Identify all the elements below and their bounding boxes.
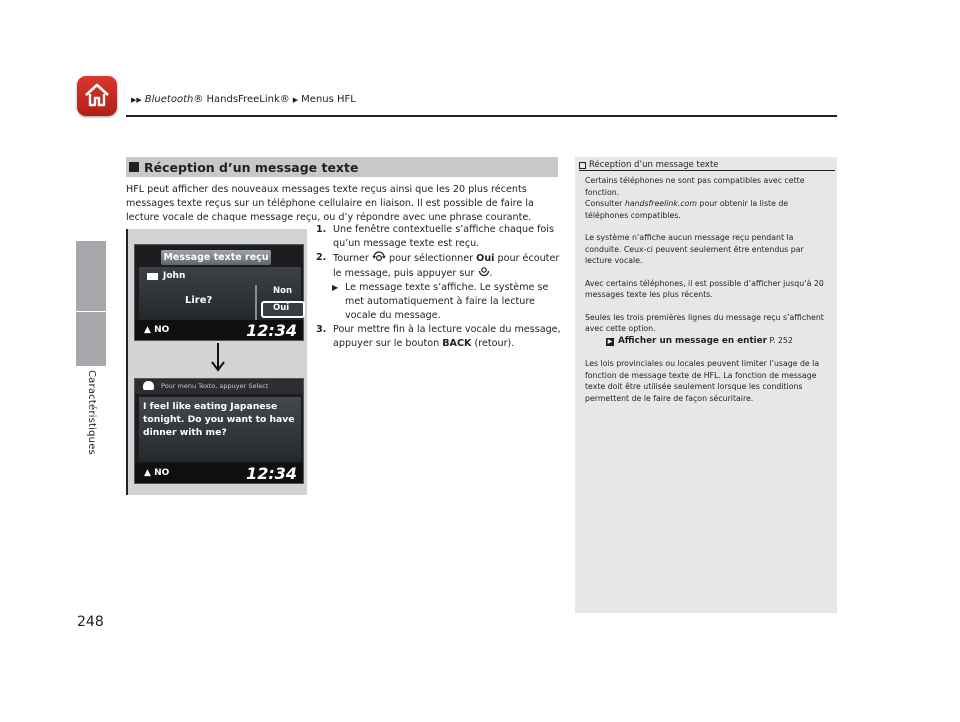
header-rule	[126, 115, 837, 117]
screen-illustration	[126, 229, 307, 495]
side-tab-active[interactable]	[76, 312, 106, 366]
sidebar-title: Réception d’un message texte	[579, 160, 719, 170]
clock: 12:34	[246, 321, 297, 340]
envelope-icon	[147, 273, 158, 280]
sidebar-rule	[579, 170, 835, 171]
intro-paragraph: HFL peut afficher des nouveaux messages texte reçus ainsi que les 20 plus récents messages texte reçus sur un téléphone cellulaire en liaison. Il est possible de faire la lecture vocale de chaque message reçu, ou d’y répondre avec une phrase courante.	[126, 184, 534, 223]
signal-icon: ▲	[144, 468, 151, 478]
website-link[interactable]: handsfreelink.com	[624, 199, 698, 208]
steps-list	[316, 223, 561, 351]
breadcrumb-item-menus[interactable]: Menus HFL	[301, 94, 356, 105]
side-tab-upper[interactable]	[76, 241, 106, 311]
screen-message-received	[134, 244, 304, 341]
breadcrumb-item-bluetooth[interactable]: Bluetooth	[144, 94, 194, 105]
screen-panel	[139, 267, 301, 320]
sender-name: John	[163, 271, 186, 281]
note-recent-messages: Avec certains téléphones, il est possible d’afficher jusqu’à 20 messages texte les plus récents.	[585, 278, 824, 299]
status-no: ▲ NO	[144, 468, 170, 478]
side-tab-label: Caractéristiques	[86, 370, 97, 455]
step-1: 1. Une fenêtre contextuelle s’affiche chaque fois qu’un message texte est reçu.	[316, 224, 554, 249]
section-title-bar	[126, 157, 558, 177]
note-laws: Les lois provinciales ou locales peuvent limiter l’usage de la fonction de message texte de HFL. La fonction de message texte doit être utilisée seulement lorsque les conditions permettent de le faire de façon sécuritaire.	[585, 359, 820, 403]
signal-icon: ▲	[144, 325, 151, 335]
step-2: 2. Tourner pour sélectionner Oui pour écouter le message, puis appuyer sur .	[316, 252, 560, 279]
breadcrumb-item-suffix[interactable]: ® HandsFreeLink®	[193, 94, 290, 105]
read-question: Lire?	[185, 295, 213, 306]
result-arrow-icon: ▶	[332, 283, 339, 292]
home-icon	[83, 81, 111, 109]
prompt-bar	[135, 379, 303, 394]
square-bullet-icon	[129, 162, 139, 172]
interface-dial-press-icon	[478, 266, 490, 278]
step-3: 3. Pour mettre fin à la lecture vocale du message, appuyer sur le bouton BACK (retour).	[316, 324, 561, 349]
screen-title: Message texte reçu	[161, 250, 271, 265]
step-2-result: ▶ Le message texte s’affiche. Le système se met automatiquement à faire la lecture vocale du message.	[332, 282, 549, 321]
status-bar	[135, 320, 303, 340]
home-button[interactable]	[77, 76, 117, 116]
notes-sidebar	[575, 157, 837, 613]
sidebar-body	[585, 175, 831, 415]
screen-message-text	[134, 378, 304, 484]
option-separator	[255, 285, 257, 320]
breadcrumb-arrow-icon: ▶	[292, 95, 299, 104]
breadcrumb-arrow-icon: ▶▶	[131, 95, 142, 104]
interface-dial-icon	[372, 251, 386, 263]
note-three-lines: Seules les trois premières lignes du message reçu s’affichent avec cette option. ▶ Afficher un message en entier P. 252	[585, 312, 831, 348]
status-no: ▲ NO	[144, 325, 170, 335]
cross-reference-icon: ▶	[607, 337, 613, 345]
note-driving: Le système n’affiche aucun message reçu pendant la conduite. Ceux-ci peuvent seulement être entendus par lecture vocale.	[585, 233, 804, 265]
option-non[interactable]: Non	[273, 286, 293, 296]
phone-icon	[143, 381, 154, 390]
message-body: I feel like eating Japanese tonight. Do you want to have dinner with me?	[143, 401, 295, 438]
note-box-icon	[579, 162, 586, 169]
page-number: 248	[77, 614, 104, 630]
cross-reference-link[interactable]: ▶ Afficher un message en entier P. 252	[607, 335, 793, 346]
breadcrumb	[131, 94, 356, 105]
down-arrow-icon	[210, 342, 226, 372]
clock: 12:34	[246, 464, 297, 483]
menu-prompt: Pour menu Texto, appuyer Select	[161, 382, 269, 390]
message-panel	[139, 397, 301, 461]
status-bar	[135, 463, 303, 483]
section-title: Réception d’un message texte	[144, 159, 359, 175]
option-oui[interactable]: Oui	[273, 303, 290, 313]
note-compatibility: Certains téléphones ne sont pas compatibles avec cette fonction. Consulter handsfreelink.com pour obtenir la liste de téléphones compatibles.	[585, 176, 805, 220]
